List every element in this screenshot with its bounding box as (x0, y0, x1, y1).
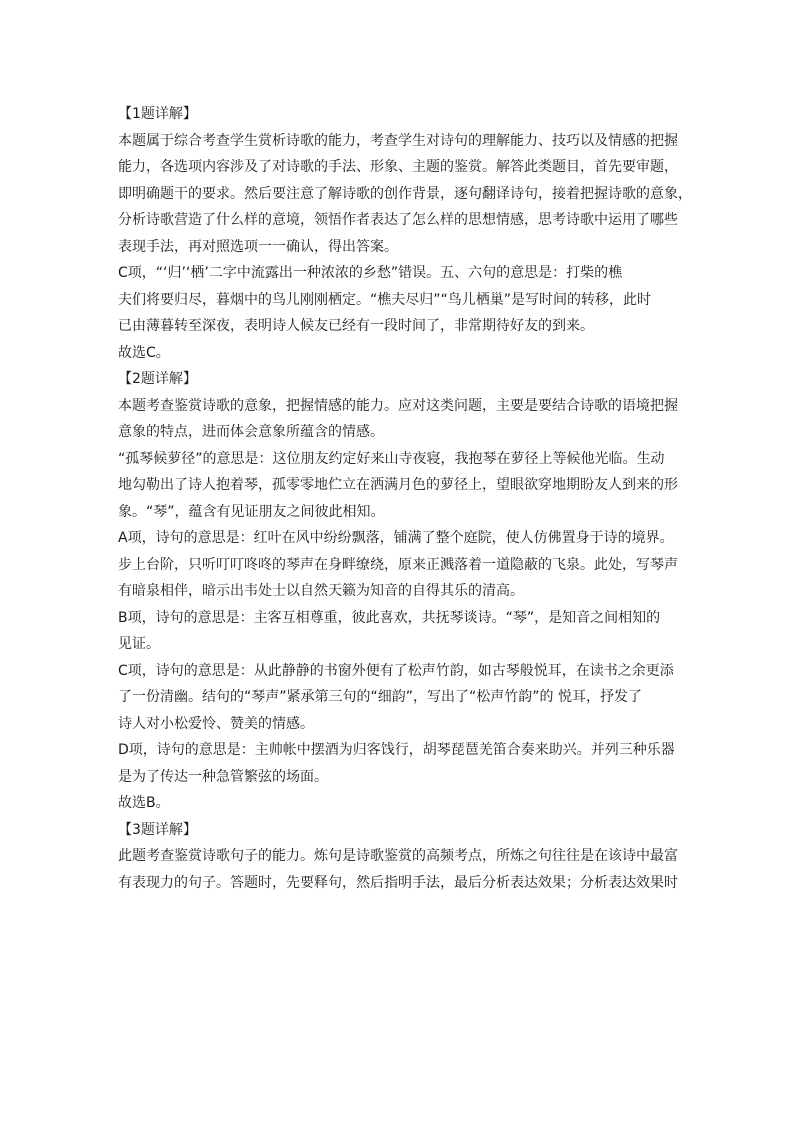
paragraph-line: 夫们将要归尽，暮烟中的鸟儿刚刚栖定。“樵夫尽归”“鸟儿栖巢”是写时间的转移，此时 (118, 291, 652, 308)
paragraph-line: 此题考查鉴赏诗歌句子的能力。炼句是诗歌鉴赏的高频考点，所炼之句往往是在该诗中最富 (118, 848, 678, 864)
paragraph-line: 地勾勒出了诗人抱着琴，孤零零地伫立在洒满月色的萝径上，望眼欲穿地期盼友人到来的形 (118, 477, 678, 493)
paragraph-line: 表现手法，再对照选项一一确认，得出答案。 (118, 238, 398, 255)
paragraph-line: 已由薄暮转至深夜，表明诗人候友已经有一段时间了，非常期待好友的到来。 (118, 318, 594, 334)
paragraph-line: 步上台阶，只听叮叮咚咚的琴声在身畔缭绕，原来正溅落着一道隐蔽的飞泉。此处，写琴声 (118, 556, 678, 573)
section-heading-3: 【3题详解】 (118, 821, 197, 838)
answer-line: 故选C。 (118, 344, 170, 361)
paragraph-line: “孤琴候萝径”的意思是：这位朋友约定好来山寺夜寝，我抱琴在萝径上等候他光临。生动 (118, 450, 665, 467)
paragraph-line: 有表现力的句子。答题时，先要释句，然后指明手法，最后分析表达效果；分析表达效果时 (118, 874, 678, 891)
paragraph-line: D项，诗句的意思是：主帅帐中摆酒为归客饯行，胡琴琵琶羌笛合奏来助兴。并列三种乐器 (118, 742, 675, 758)
paragraph-line: 意象的特点，进而体会意象所蕴含的情感。 (118, 424, 384, 440)
paragraph-line: 是为了传达一种急管繁弦的场面。 (118, 768, 328, 785)
paragraph-line: C项，诗句的意思是：从此静静的书窗外便有了松声竹韵，如古琴般悦耳，在读书之余更添 (118, 662, 674, 679)
paragraph-line: 分析诗歌营造了什么样的意境，领悟作者表达了怎么样的思想情感，思考诗歌中运用了哪些 (118, 212, 678, 228)
paragraph-line: B项，诗句的意思是：主客互相尊重，彼此喜欢，共抚琴谈诗。“琴”，是知音之间相知的 (118, 609, 661, 626)
section-heading-1: 【1题详解】 (118, 106, 197, 122)
answer-line: 故选B。 (118, 795, 170, 811)
paragraph-line: 见证。 (118, 636, 160, 652)
paragraph-line: 诗人对小松爱怜、赞美的情感。 (118, 715, 314, 732)
paragraph-line: 即明确题干的要求。然后要注意了解诗歌的创作背景，逐句翻译诗句，接着把握诗歌的意象， (118, 185, 692, 202)
paragraph-line: 象。“琴”，蕴含有见证朋友之间彼此相知。 (118, 503, 385, 520)
section-heading-2: 【2题详解】 (118, 371, 197, 387)
paragraph-line: 能力，各选项内容涉及了对诗歌的手法、形象、主题的鉴赏。解答此类题目，首先要审题， (118, 159, 678, 175)
paragraph-line: A项，诗句的意思是：红叶在风中纷纷飘落，铺满了整个庭院，使人仿佛置身于诗的境界。 (118, 530, 674, 546)
document-body (118, 101, 692, 896)
paragraph-line: 有暗泉相伴，暗示出韦处士以自然天籁为知音的自得其乐的清高。 (118, 583, 524, 599)
paragraph-line: 了一份清幽。结句的“琴声”紧承第三句的“细韵”，写出了“松声竹韵”的 悦耳，抒发了 (118, 689, 642, 705)
paragraph-line: C项，“‘归’‘栖’二字中流露出一种浓浓的乡愁”错误。五、六句的意思是：打柴的樵 (118, 265, 623, 281)
paragraph-line: 本题考查鉴赏诗歌的意象，把握情感的能力。应对这类问题，主要是要结合诗歌的语境把握 (118, 397, 678, 414)
paragraph-line: 本题属于综合考查学生赏析诗歌的能力，考查学生对诗句的理解能力、技巧以及情感的把握 (118, 132, 678, 149)
